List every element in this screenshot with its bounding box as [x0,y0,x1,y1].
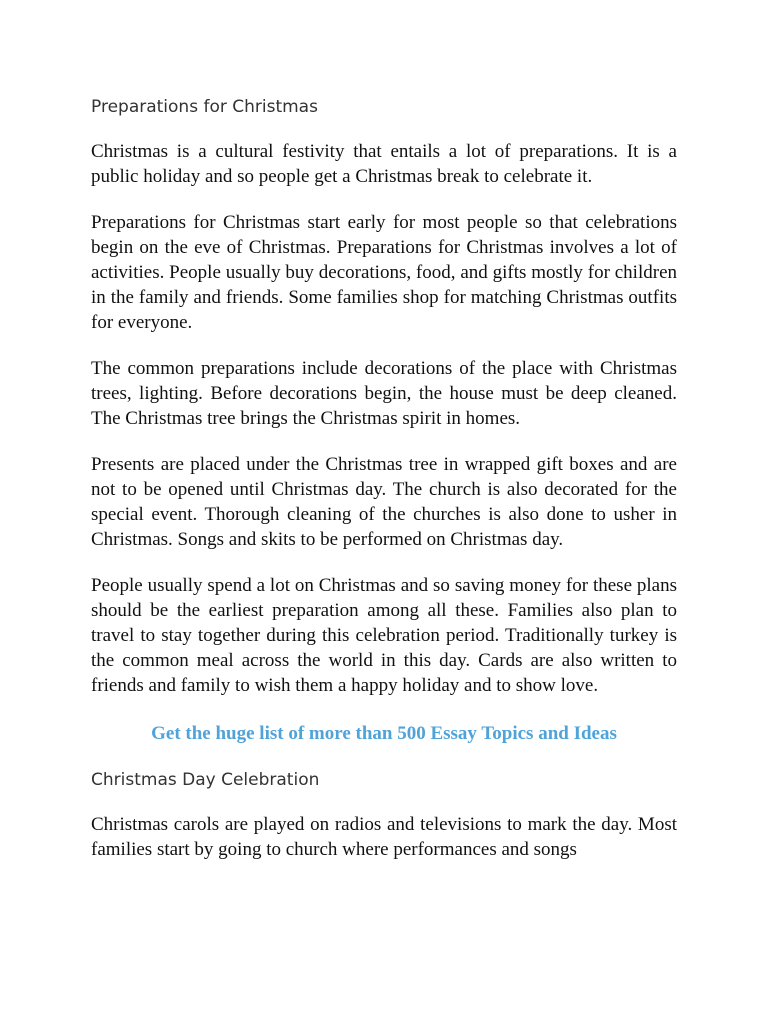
paragraph: Preparations for Christmas start early for most people so that celebrations begin on the eve of Christmas. Preparations for Christmas involves a lot of activities. People usually buy decorations, food, and gifts mostly for children in the family and friends. Some families shop for matching Christmas outfits for everyone. [91,212,677,333]
paragraph: People usually spend a lot on Christmas and so saving money for these plans should be the earliest preparation among all these. Families also plan to travel to stay together during this celebration period. Traditionally turkey is the common meal across the world in this day. Cards are also written to friends and family to wish them a happy holiday and to show love. [91,575,677,696]
paragraph: Christmas is a cultural festivity that entails a lot of preparations. It is a public holiday and so people get a Christmas break to celebrate it. [91,141,677,187]
section-heading-celebration: Christmas Day Celebration [91,770,320,790]
essay-topics-link[interactable]: Get the huge list of more than 500 Essay Topics and Ideas [151,723,617,744]
paragraph: Presents are placed under the Christmas tree in wrapped gift boxes and are not to be opened until Christmas day. The church is also decorated for the special event. Thorough cleaning of the churches is also done to usher in Christmas. Songs and skits to be performed on Christmas day. [91,454,677,550]
section-heading-preparations: Preparations for Christmas [91,97,318,117]
paragraph: Christmas carols are played on radios and televisions to mark the day. Most families start by going to church where performances and songs [91,814,677,860]
document-page [91,90,677,862]
paragraph: The common preparations include decorations of the place with Christmas trees, lighting. Before decorations begin, the house must be deep cleaned. The Christmas tree brings the Christmas spirit in homes. [91,358,677,429]
